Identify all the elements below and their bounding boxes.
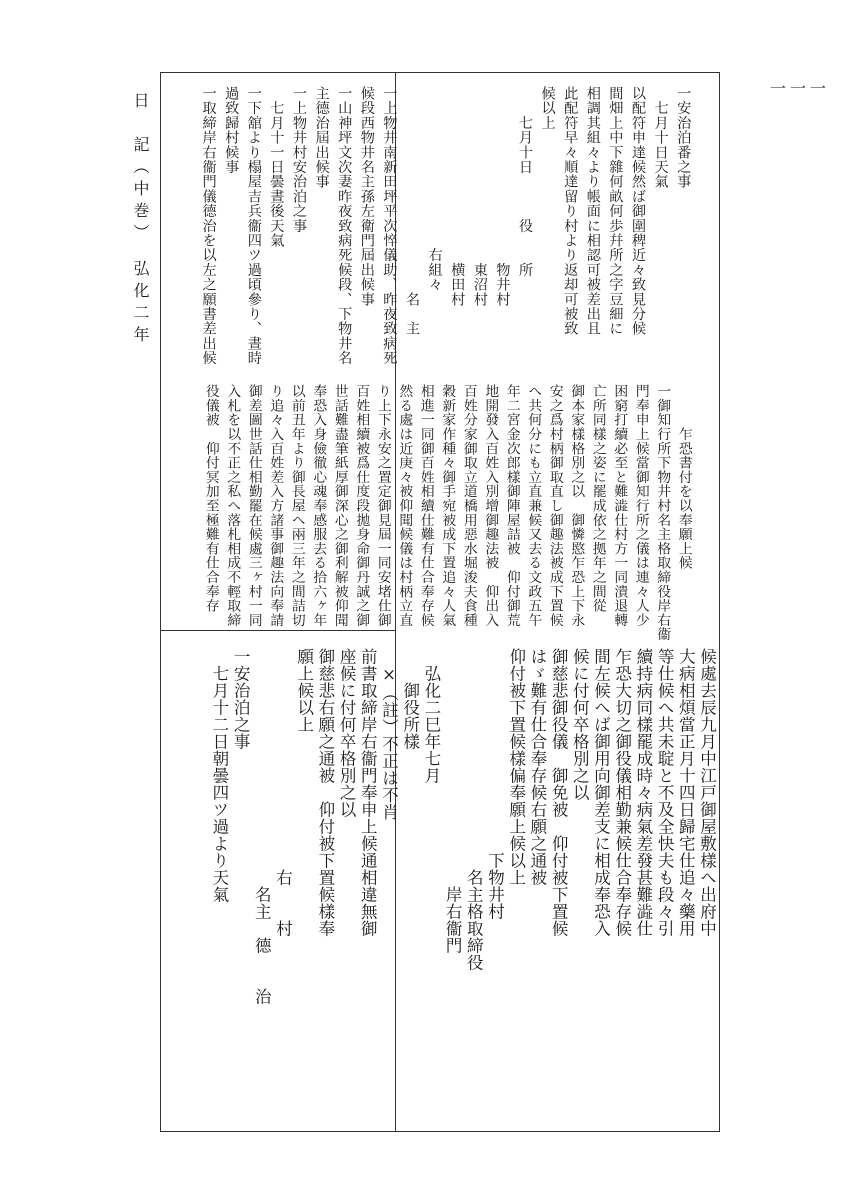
block-divider-lower: [160, 630, 396, 631]
left-text-column: 續持病同樣罷成時々病氣差發甚難澁仕: [633, 648, 653, 937]
middle-text-column: 世話難盡筆紙厚御深心之御利解被仰聞: [331, 384, 348, 628]
left-text-column: 等仕候へ共未聢と不及全快夫も段々引: [655, 648, 675, 937]
middle-text-column: 地開發入百姓入別增御趣法被 仰出入: [482, 384, 499, 628]
left-text-column: 候處去辰九月中江戸御屋敷樣へ出府中: [697, 648, 717, 937]
middle-text-column: 以前丑年より御長屋へ兩三年之間詰切: [288, 384, 305, 628]
left-text-column: 一安治泊之事: [231, 648, 251, 750]
middle-text-column: 亡所同樣之姿に罷成依之拠年之間從: [589, 384, 606, 613]
left-text-column: 七月十二日朝曇四ツ過より天氣: [209, 648, 229, 903]
page-number: 一一一: [770, 79, 831, 98]
left-text-column: 弘化二巳年七月: [421, 648, 441, 784]
middle-text-column: 役儀被 仰付冥加至極難有仕合奉存: [202, 384, 219, 613]
right-text-column: 一山神坪文次妻昨夜致病死候段、下物井名: [336, 86, 353, 366]
right-text-column: 東沼村: [471, 86, 488, 307]
right-text-column: 一取締岸右衞門儀德治を以左之願書差出候: [200, 86, 217, 366]
middle-text-column: 御本家樣格別之以 御憐愍乍恐上下永: [568, 384, 585, 628]
left-text-column: 間左候へば御用向御差支に相成奉恐入: [591, 648, 611, 937]
middle-text-column: 百姓相續被爲仕度段拋身命御丹誠之御: [353, 384, 370, 628]
left-text-column: 願上候以上: [294, 648, 314, 733]
middle-text-column: 入札を以不正之私へ落札相成不輕取締: [224, 384, 241, 628]
running-header: 日 記（中巻） 弘化二年: [131, 92, 150, 348]
left-text-column: はゞ難有仕合奉存候右願之通被: [527, 648, 547, 886]
middle-text-column: 年二宮金次郎樣御陣屋詰被 仰付御荒: [503, 384, 520, 628]
right-text-column: 以配符申達候然ば御圍稗近々致見分候: [630, 86, 646, 336]
middle-text-column: 相進一同御百姓相續仕難有仕合奉存候: [417, 384, 434, 628]
left-text-column: 名主 德 治: [252, 648, 272, 1005]
middle-text-column: り上下永安之置定御見屆一同安堵仕御: [374, 384, 391, 628]
left-text-column: 岸右衞門: [443, 648, 463, 954]
right-text-column: 七月十一日曇晝後天氣: [268, 86, 285, 248]
right-text-column: 横田村: [449, 86, 466, 307]
right-text-column: 右組々: [426, 86, 443, 292]
right-text-column: 七月十日 役 所: [517, 86, 533, 278]
left-text-column: 仰付被下置候樣偏奉願上候以上: [506, 648, 526, 886]
left-text-column: 右 村: [273, 648, 293, 937]
middle-text-column: 乍恐書付を以奉願上候: [675, 384, 692, 570]
left-text-column: 御役所樣: [400, 648, 420, 750]
middle-text-column: 困窮打續必至と難澁仕村方一同潰退轉: [611, 384, 628, 628]
middle-text-column: 御差圖世話仕相勤罷在候處三ヶ村一同: [245, 384, 262, 628]
right-text-column: 一上物井南新田坪平次悴儀助、昨夜致病死: [381, 86, 398, 366]
left-text-column: 下物井村: [485, 648, 505, 920]
right-text-column: 物井村: [494, 86, 511, 307]
left-text-column: 前書取締岸右衞門奉申上候通相違無御: [358, 648, 378, 937]
right-text-column: 主德治屆出候事: [313, 86, 330, 189]
right-text-column: 過致歸村候事: [223, 86, 240, 175]
left-text-column: 名主格取締役: [464, 648, 484, 971]
middle-text-column: 奉恐入身儉徹心魂奉感服去る拾六ヶ年: [310, 384, 327, 628]
left-text-column: 候に付何卒格別之以: [570, 648, 590, 801]
left-text-column: ×（註）不正は不肖: [379, 648, 399, 821]
left-text-column: 座候に付何卒格別之以: [337, 648, 357, 818]
middle-text-column: 門奉申上候當御知行所之儀は連々人少: [632, 384, 649, 628]
right-text-column: 相調其組々より帳面に相認可被差出且: [584, 86, 601, 336]
middle-text-column: 百姓分家御取立道橋用惡水堀浚夫食種: [460, 384, 477, 628]
right-text-column: 此配符早々順達留り村より返却可被致: [562, 86, 579, 336]
left-text-column: 大病相煩當正月十四日歸宅仕追々藥用: [676, 648, 696, 937]
middle-text-column: 一御知行所下物井村名主格取締役岸右衞: [654, 384, 671, 642]
left-text-column: 御慈悲御役儀 御免被 仰付被下置候: [549, 648, 569, 937]
middle-text-column: 安之爲村柄御取直し御趣法被成下置候: [546, 384, 563, 628]
middle-text-column: 然る處は近庚々被仰聞候儀は村柄立直: [396, 384, 413, 628]
right-text-column: 候以上: [539, 86, 556, 131]
right-text-column: 候段西物井名主孫左衛門屆出候事: [358, 86, 375, 307]
right-text-column: 七月十日天氣: [652, 86, 669, 189]
right-text-column: 名 主: [404, 86, 420, 336]
middle-text-column: り追々入百姓差入方諸事御趣法向奉請: [267, 384, 284, 628]
right-text-column: 一安治泊番之事: [675, 86, 692, 189]
left-text-column: 乍恐大切之御役儀相勤兼候仕合奉存候: [612, 648, 632, 937]
right-text-column: 間畑上中下雜何畝何歩幷所之字豆細に: [607, 86, 624, 336]
middle-text-column: へ共何分にも立直兼候又去る文政五午: [525, 384, 542, 628]
right-text-column: 一下舘より榻屋吉兵衞四ツ過頃參り、晝時: [245, 86, 262, 366]
middle-text-column: 穀新家作種々御手宛被成下置追々人氣: [439, 384, 456, 628]
left-text-column: 御慈悲右願之通被 仰付被下置候樣奉: [315, 648, 335, 937]
right-text-column: 一上物井村安治泊之事: [291, 86, 307, 233]
